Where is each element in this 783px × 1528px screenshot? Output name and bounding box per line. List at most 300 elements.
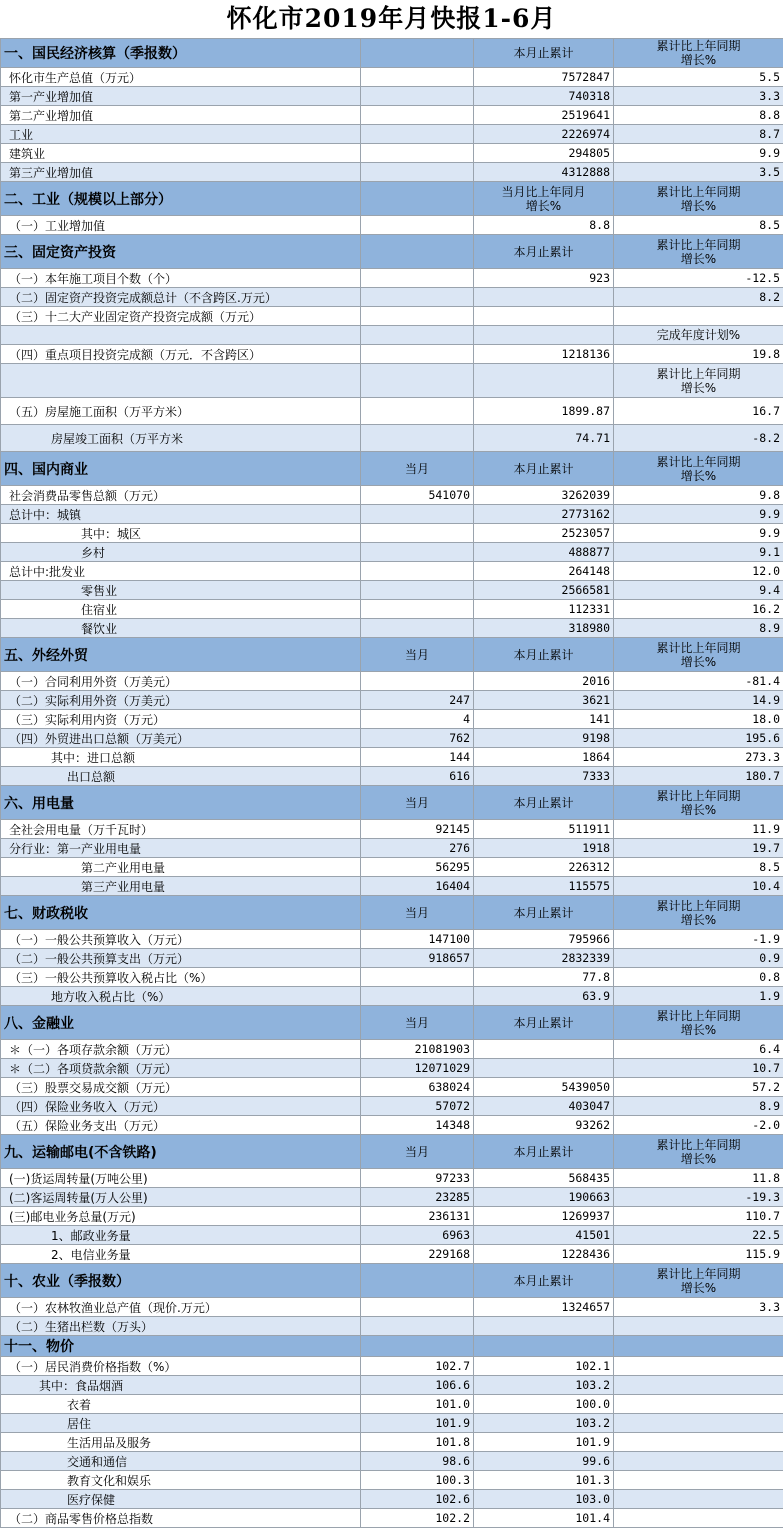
- current-month-cell: 6963: [361, 1226, 474, 1245]
- section-header-row: [1, 39, 783, 68]
- table-row: [1, 1317, 783, 1336]
- cumulative-cell: 2832339: [474, 949, 614, 968]
- cumulative-cell: 2773162: [474, 505, 614, 524]
- cumulative-cell: 3621: [474, 691, 614, 710]
- cumulative-cell: 103.2: [474, 1376, 614, 1395]
- current-month-cell: 541070: [361, 486, 474, 505]
- row-label: 总计中：城镇: [1, 505, 361, 524]
- current-month-cell: [361, 288, 474, 307]
- section-title: 六、用电量: [1, 786, 361, 820]
- row-label: 餐饮业: [1, 619, 361, 638]
- row-label: 出口总额: [1, 767, 361, 786]
- current-month-cell: 236131: [361, 1207, 474, 1226]
- cumulative-cell: 99.6: [474, 1452, 614, 1471]
- growth-cell: 9.4: [614, 581, 783, 600]
- table-row: [1, 581, 783, 600]
- section-header-row: [1, 896, 783, 930]
- growth-cell: -19.3: [614, 1188, 783, 1207]
- row-label: （三）一般公共预算收入税占比（%）: [1, 968, 361, 987]
- current-month-cell: 147100: [361, 930, 474, 949]
- row-label: 第一产业增加值: [1, 87, 361, 106]
- table-row: [1, 364, 783, 398]
- growth-cell: 57.2: [614, 1078, 783, 1097]
- section-header-row: [1, 1135, 783, 1169]
- table-row: [1, 1471, 783, 1490]
- table-row: [1, 425, 783, 452]
- cumulative-cell: 190663: [474, 1188, 614, 1207]
- table-row: [1, 398, 783, 425]
- row-label: [1, 326, 361, 345]
- row-label: （二）生猪出栏数（万头）: [1, 1317, 361, 1336]
- cumulative-cell: [474, 307, 614, 326]
- row-label: 2、电信业务量: [1, 1245, 361, 1264]
- table-row: [1, 1452, 783, 1471]
- current-month-cell: [361, 216, 474, 235]
- row-label: （一）农林牧渔业总产值（现价.万元）: [1, 1298, 361, 1317]
- table-row: [1, 1298, 783, 1317]
- cumulative-cell: 511911: [474, 820, 614, 839]
- cumulative-cell: 488877: [474, 543, 614, 562]
- table-row: [1, 691, 783, 710]
- current-month-cell: 14348: [361, 1116, 474, 1135]
- growth-cell: 9.9: [614, 505, 783, 524]
- table-row: [1, 216, 783, 235]
- column-header-cell: 累计比上年同期 增长%: [614, 1006, 783, 1040]
- growth-cell: 3.3: [614, 87, 783, 106]
- section-header-row: [1, 1264, 783, 1298]
- growth-cell: 19.7: [614, 839, 783, 858]
- cumulative-cell: 41501: [474, 1226, 614, 1245]
- current-month-cell: [361, 425, 474, 452]
- current-month-cell: [361, 87, 474, 106]
- table-row: [1, 1433, 783, 1452]
- column-header-cell: 本月止累计: [474, 1006, 614, 1040]
- current-month-cell: [361, 163, 474, 182]
- section-title: 十、农业（季报数）: [1, 1264, 361, 1298]
- column-header-cell: 累计比上年同期 增长%: [614, 39, 783, 68]
- section-title: 十一、物价: [1, 1336, 361, 1357]
- section-header-row: [1, 786, 783, 820]
- column-header-cell: [361, 235, 474, 269]
- table-row: [1, 1414, 783, 1433]
- column-header-cell: 当月: [361, 1135, 474, 1169]
- growth-cell: 8.9: [614, 619, 783, 638]
- cumulative-cell: 795966: [474, 930, 614, 949]
- table-row: [1, 820, 783, 839]
- current-month-cell: 56295: [361, 858, 474, 877]
- current-month-cell: [361, 968, 474, 987]
- column-header-cell: 累计比上年同期 增长%: [614, 786, 783, 820]
- table-row: [1, 1207, 783, 1226]
- section-header-row: [1, 1336, 783, 1357]
- row-label: 建筑业: [1, 144, 361, 163]
- section-title: 一、国民经济核算（季报数）: [1, 39, 361, 68]
- growth-cell: [614, 1317, 783, 1336]
- current-month-cell: [361, 364, 474, 398]
- section-title: 八、金融业: [1, 1006, 361, 1040]
- growth-cell: 8.7: [614, 125, 783, 144]
- cumulative-cell: [474, 326, 614, 345]
- column-header-cell: [361, 1336, 474, 1357]
- current-month-cell: 16404: [361, 877, 474, 896]
- column-header-cell: 当月: [361, 896, 474, 930]
- row-label: 1、邮政业务量: [1, 1226, 361, 1245]
- table-row: [1, 877, 783, 896]
- growth-cell: 19.8: [614, 345, 783, 364]
- row-label: 社会消费品零售总额（万元）: [1, 486, 361, 505]
- section-header-row: [1, 235, 783, 269]
- table-row: [1, 1509, 783, 1528]
- cumulative-cell: 112331: [474, 600, 614, 619]
- row-label: 乡村: [1, 543, 361, 562]
- growth-cell: 273.3: [614, 748, 783, 767]
- row-label: (二)客运周转量(万人公里): [1, 1188, 361, 1207]
- cumulative-cell: 568435: [474, 1169, 614, 1188]
- current-month-cell: [361, 106, 474, 125]
- section-title: 三、固定资产投资: [1, 235, 361, 269]
- current-month-cell: [361, 326, 474, 345]
- row-label: （五）保险业务支出（万元）: [1, 1116, 361, 1135]
- current-month-cell: [361, 987, 474, 1006]
- table-row: [1, 269, 783, 288]
- row-label: 怀化市生产总值（万元）: [1, 68, 361, 87]
- current-month-cell: 276: [361, 839, 474, 858]
- growth-cell: [614, 1357, 783, 1376]
- row-label: （三）股票交易成交额（万元）: [1, 1078, 361, 1097]
- growth-cell: 6.4: [614, 1040, 783, 1059]
- growth-cell: [614, 1452, 783, 1471]
- column-header-cell: 累计比上年同期 增长%: [614, 1264, 783, 1298]
- cumulative-cell: 294805: [474, 144, 614, 163]
- row-label: 其中：进口总额: [1, 748, 361, 767]
- table-row: [1, 106, 783, 125]
- cumulative-cell: 1864: [474, 748, 614, 767]
- column-header-cell: 累计比上年同期 增长%: [614, 1135, 783, 1169]
- current-month-cell: 144: [361, 748, 474, 767]
- cumulative-cell: 2519641: [474, 106, 614, 125]
- current-month-cell: 100.3: [361, 1471, 474, 1490]
- current-month-cell: 102.6: [361, 1490, 474, 1509]
- table-row: [1, 930, 783, 949]
- table-row: [1, 144, 783, 163]
- current-month-cell: [361, 345, 474, 364]
- growth-cell: 完成年度计划%: [614, 326, 783, 345]
- table-row: [1, 307, 783, 326]
- growth-cell: 5.5: [614, 68, 783, 87]
- growth-cell: 1.9: [614, 987, 783, 1006]
- column-header-cell: 累计比上年同期 增长%: [614, 182, 783, 216]
- row-label: 地方收入税占比（%）: [1, 987, 361, 1006]
- growth-cell: 115.9: [614, 1245, 783, 1264]
- growth-cell: 8.2: [614, 288, 783, 307]
- current-month-cell: [361, 543, 474, 562]
- cumulative-cell: 403047: [474, 1097, 614, 1116]
- current-month-cell: 762: [361, 729, 474, 748]
- cumulative-cell: 101.4: [474, 1509, 614, 1528]
- growth-cell: 195.6: [614, 729, 783, 748]
- growth-cell: [614, 1414, 783, 1433]
- table-row: [1, 1169, 783, 1188]
- row-label: （二）固定资产投资完成额总计（不含跨区.万元）: [1, 288, 361, 307]
- cumulative-cell: 103.0: [474, 1490, 614, 1509]
- cumulative-cell: 74.71: [474, 425, 614, 452]
- column-header-cell: 本月止累计: [474, 896, 614, 930]
- growth-cell: -12.5: [614, 269, 783, 288]
- table-row: [1, 619, 783, 638]
- table-row: [1, 1357, 783, 1376]
- growth-cell: 9.9: [614, 144, 783, 163]
- cumulative-cell: 9198: [474, 729, 614, 748]
- row-label: （三）实际利用内资（万元）: [1, 710, 361, 729]
- table-row: [1, 1097, 783, 1116]
- row-label: 第二产业增加值: [1, 106, 361, 125]
- cumulative-cell: 102.1: [474, 1357, 614, 1376]
- row-label: 其中：食品烟酒: [1, 1376, 361, 1395]
- row-label: 第三产业增加值: [1, 163, 361, 182]
- cumulative-cell: 923: [474, 269, 614, 288]
- table-row: [1, 543, 783, 562]
- cumulative-cell: 4312888: [474, 163, 614, 182]
- table-row: [1, 968, 783, 987]
- table-row: [1, 949, 783, 968]
- column-header-cell: 当月: [361, 786, 474, 820]
- cumulative-cell: 5439050: [474, 1078, 614, 1097]
- section-title: 五、外经外贸: [1, 638, 361, 672]
- cumulative-cell: 740318: [474, 87, 614, 106]
- column-header-cell: 本月止累计: [474, 452, 614, 486]
- table-row: [1, 1490, 783, 1509]
- cumulative-cell: 264148: [474, 562, 614, 581]
- current-month-cell: [361, 68, 474, 87]
- row-label: 总计中:批发业: [1, 562, 361, 581]
- row-label: 交通和通信: [1, 1452, 361, 1471]
- cumulative-cell: 141: [474, 710, 614, 729]
- column-header-cell: 本月止累计: [474, 1135, 614, 1169]
- table-row: [1, 1040, 783, 1059]
- section-header-row: [1, 638, 783, 672]
- growth-cell: 12.0: [614, 562, 783, 581]
- current-month-cell: [361, 398, 474, 425]
- section-header-row: [1, 452, 783, 486]
- row-label: （五）房屋施工面积（万平方米）: [1, 398, 361, 425]
- growth-cell: 8.9: [614, 1097, 783, 1116]
- growth-cell: 14.9: [614, 691, 783, 710]
- row-label: (一)货运周转量(万吨公里): [1, 1169, 361, 1188]
- table-row: [1, 987, 783, 1006]
- cumulative-cell: 101.9: [474, 1433, 614, 1452]
- table-row: [1, 1059, 783, 1078]
- row-label: 其中：城区: [1, 524, 361, 543]
- row-label: (三)邮电业务总量(万元): [1, 1207, 361, 1226]
- table-row: [1, 163, 783, 182]
- growth-cell: [614, 1509, 783, 1528]
- cumulative-cell: 318980: [474, 619, 614, 638]
- column-header-cell: 累计比上年同期 增长%: [614, 896, 783, 930]
- growth-cell: -8.2: [614, 425, 783, 452]
- table-row: [1, 858, 783, 877]
- column-header-cell: 本月止累计: [474, 235, 614, 269]
- column-header-cell: 本月止累计: [474, 638, 614, 672]
- section-title: 九、运输邮电(不含铁路): [1, 1135, 361, 1169]
- current-month-cell: [361, 307, 474, 326]
- current-month-cell: 102.2: [361, 1509, 474, 1528]
- growth-cell: 22.5: [614, 1226, 783, 1245]
- column-header-cell: [361, 39, 474, 68]
- growth-cell: 9.8: [614, 486, 783, 505]
- row-label: （一）居民消费价格指数（%）: [1, 1357, 361, 1376]
- row-label: （四）保险业务收入（万元）: [1, 1097, 361, 1116]
- growth-cell: 10.7: [614, 1059, 783, 1078]
- row-label: （四）外贸进出口总额（万美元）: [1, 729, 361, 748]
- current-month-cell: [361, 1317, 474, 1336]
- growth-cell: 11.8: [614, 1169, 783, 1188]
- table-row: [1, 326, 783, 345]
- column-header-cell: [361, 1264, 474, 1298]
- row-label: （三）十二大产业固定资产投资完成额（万元）: [1, 307, 361, 326]
- cumulative-cell: 2226974: [474, 125, 614, 144]
- cumulative-cell: [474, 1317, 614, 1336]
- row-label: 房屋竣工面积（万平方米: [1, 425, 361, 452]
- row-label: （二）商品零售价格总指数: [1, 1509, 361, 1528]
- table-row: [1, 125, 783, 144]
- column-header-cell: 当月: [361, 638, 474, 672]
- current-month-cell: 98.6: [361, 1452, 474, 1471]
- column-header-cell: 本月止累计: [474, 39, 614, 68]
- growth-cell: [614, 1433, 783, 1452]
- current-month-cell: [361, 581, 474, 600]
- cumulative-cell: 1899.87: [474, 398, 614, 425]
- current-month-cell: 92145: [361, 820, 474, 839]
- current-month-cell: 21081903: [361, 1040, 474, 1059]
- section-title: 七、财政税收: [1, 896, 361, 930]
- column-header-cell: 当月: [361, 452, 474, 486]
- current-month-cell: 57072: [361, 1097, 474, 1116]
- row-label: （一）工业增加值: [1, 216, 361, 235]
- current-month-cell: 12071029: [361, 1059, 474, 1078]
- growth-cell: 9.9: [614, 524, 783, 543]
- section-header-row: [1, 1006, 783, 1040]
- cumulative-cell: 2523057: [474, 524, 614, 543]
- cumulative-cell: 1218136: [474, 345, 614, 364]
- statistics-table: [0, 38, 783, 1528]
- table-row: [1, 729, 783, 748]
- growth-cell: 8.5: [614, 216, 783, 235]
- column-header-cell: 累计比上年同期 增长%: [614, 235, 783, 269]
- current-month-cell: [361, 524, 474, 543]
- current-month-cell: 101.0: [361, 1395, 474, 1414]
- table-row: [1, 562, 783, 581]
- column-header-cell: [474, 1336, 614, 1357]
- growth-cell: -2.0: [614, 1116, 783, 1135]
- table-row: [1, 288, 783, 307]
- growth-cell: 0.8: [614, 968, 783, 987]
- growth-cell: 8.8: [614, 106, 783, 125]
- table-row: [1, 68, 783, 87]
- current-month-cell: [361, 1298, 474, 1317]
- row-label: 分行业：第一产业用电量: [1, 839, 361, 858]
- growth-cell: 16.2: [614, 600, 783, 619]
- table-row: [1, 748, 783, 767]
- table-row: [1, 345, 783, 364]
- table-row: [1, 1395, 783, 1414]
- cumulative-cell: 8.8: [474, 216, 614, 235]
- report-title: 怀化市2019年月快报1-6月: [0, 0, 783, 38]
- current-month-cell: [361, 505, 474, 524]
- cumulative-cell: 63.9: [474, 987, 614, 1006]
- cumulative-cell: 2016: [474, 672, 614, 691]
- current-month-cell: [361, 125, 474, 144]
- table-row: [1, 672, 783, 691]
- cumulative-cell: 101.3: [474, 1471, 614, 1490]
- growth-cell: -1.9: [614, 930, 783, 949]
- table-row: [1, 839, 783, 858]
- current-month-cell: 616: [361, 767, 474, 786]
- growth-cell: 累计比上年同期 增长%: [614, 364, 783, 398]
- cumulative-cell: [474, 1040, 614, 1059]
- column-header-cell: 累计比上年同期 增长%: [614, 638, 783, 672]
- growth-cell: 3.3: [614, 1298, 783, 1317]
- table-row: [1, 505, 783, 524]
- growth-cell: 9.1: [614, 543, 783, 562]
- row-label: 零售业: [1, 581, 361, 600]
- cumulative-cell: 7572847: [474, 68, 614, 87]
- table-row: [1, 87, 783, 106]
- current-month-cell: 97233: [361, 1169, 474, 1188]
- column-header-cell: [361, 182, 474, 216]
- table-row: [1, 600, 783, 619]
- row-label: 工业: [1, 125, 361, 144]
- table-row: [1, 1116, 783, 1135]
- growth-cell: [614, 307, 783, 326]
- section-title: 四、国内商业: [1, 452, 361, 486]
- cumulative-cell: 115575: [474, 877, 614, 896]
- current-month-cell: 106.6: [361, 1376, 474, 1395]
- cumulative-cell: [474, 288, 614, 307]
- growth-cell: [614, 1471, 783, 1490]
- table-row: [1, 710, 783, 729]
- growth-cell: 110.7: [614, 1207, 783, 1226]
- column-header-cell: [614, 1336, 783, 1357]
- current-month-cell: [361, 269, 474, 288]
- row-label: 医疗保健: [1, 1490, 361, 1509]
- section-title: 二、工业（规模以上部分）: [1, 182, 361, 216]
- growth-cell: 0.9: [614, 949, 783, 968]
- row-label: ＊（二）各项贷款余额（万元）: [1, 1059, 361, 1078]
- growth-cell: [614, 1490, 783, 1509]
- current-month-cell: [361, 144, 474, 163]
- column-header-cell: 当月: [361, 1006, 474, 1040]
- row-label: （一）合同利用外资（万美元）: [1, 672, 361, 691]
- growth-cell: 16.7: [614, 398, 783, 425]
- cumulative-cell: 3262039: [474, 486, 614, 505]
- current-month-cell: 229168: [361, 1245, 474, 1264]
- row-label: 居住: [1, 1414, 361, 1433]
- current-month-cell: 101.8: [361, 1433, 474, 1452]
- row-label: ＊（一）各项存款余额（万元）: [1, 1040, 361, 1059]
- growth-cell: 3.5: [614, 163, 783, 182]
- row-label: （四）重点项目投资完成额（万元．不含跨区）: [1, 345, 361, 364]
- row-label: （一）一般公共预算收入（万元）: [1, 930, 361, 949]
- row-label: 全社会用电量（万千瓦时）: [1, 820, 361, 839]
- current-month-cell: [361, 600, 474, 619]
- cumulative-cell: [474, 1059, 614, 1078]
- current-month-cell: 247: [361, 691, 474, 710]
- cumulative-cell: 2566581: [474, 581, 614, 600]
- cumulative-cell: 100.0: [474, 1395, 614, 1414]
- cumulative-cell: 1228436: [474, 1245, 614, 1264]
- row-label: 住宿业: [1, 600, 361, 619]
- table-row: [1, 767, 783, 786]
